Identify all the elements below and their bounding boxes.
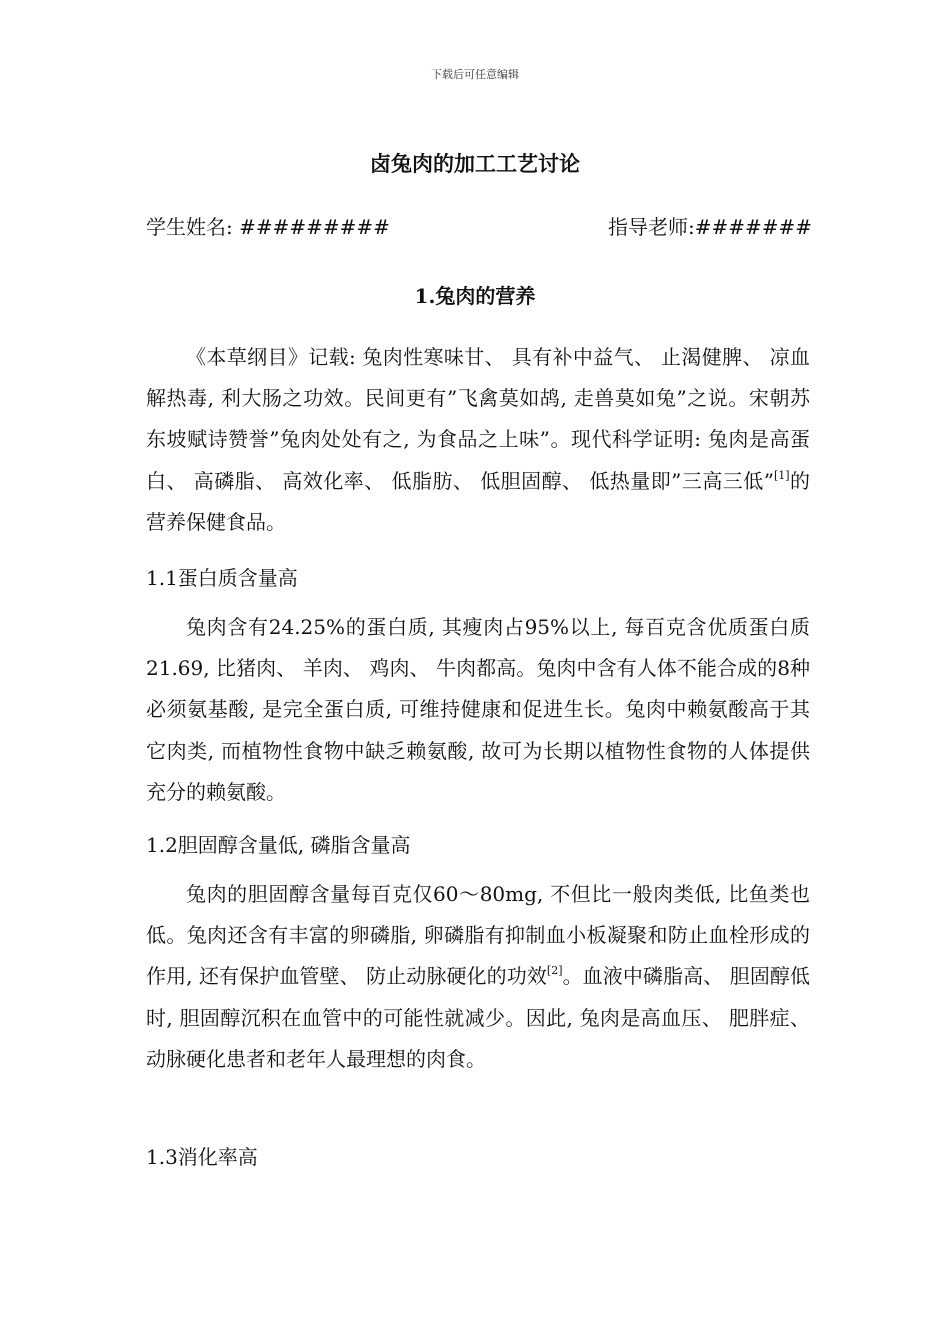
student-name: 学生姓名: ######### [146,215,390,239]
advisor-name: 指导老师:####### [608,215,813,239]
intro-paragraph [146,337,810,543]
subheading-digestibility: 1.3消化率高 [146,1145,258,1169]
intro-paragraph-block [146,337,810,543]
cholesterol-paragraph-block [146,874,810,1080]
protein-paragraph-block [146,607,810,813]
intro-text: 《本草纲目》记载: 兔肉性寒味甘、 具有补中益气、 止渴健脾、 凉血解热毒, 利大肠之功效。民间更有”飞禽莫如鸪, 走兽莫如兔”之说。宋朝苏东坡赋诗赞誉”兔肉处处有之, 为食品之上味”。现代科学证明: 兔肉是高蛋白、 高磷脂、 高效化率、 低脂肪、 低胆固醇、 低热量即”三高三低” [146,345,810,493]
cholesterol-text: 兔肉的胆固醇含量每百克仅60～80mg, 不但比一般肉类低, 比鱼类也低。兔肉还含有丰富的卵磷脂, 卵磷脂有抑制血小板凝聚和防止血栓形成的作用, 还有保护血管壁、 防止动脉硬化的功效 [146,882,810,989]
citation-ref-2: [2] [546,964,563,978]
subheading-cholesterol: 1.2胆固醇含量低, 磷脂含量高 [146,833,411,857]
document-title: 卤兔肉的加工工艺讨论 [370,151,580,176]
citation-ref-1: [1] [773,468,790,482]
page-header-note: 下载后可任意编辑 [431,68,519,81]
section-title-nutrition: 1.兔肉的营养 [414,284,536,308]
intro-text-end: 的营养保健食品。 [146,468,810,534]
cholesterol-text-end: 。血液中磷脂高、 胆固醇低时, 胆固醇沉积在血管中的可能性就减少。因此, 兔肉是高血压、 肥胖症、 动脉硬化患者和老年人最理想的肉食。 [146,964,810,1071]
cholesterol-paragraph [146,874,810,1080]
protein-paragraph: 兔肉含有24.25%的蛋白质, 其瘦肉占95%以上, 每百克含优质蛋白质21.69, 比猪肉、 羊肉、 鸡肉、 牛肉都高。兔肉中含有人体不能合成的8种必须氨基酸, 是完全蛋白质, 可维持健康和促进生长。兔肉中赖氨酸高于其它肉类, 而植物性食物中缺乏赖氨酸, 故可为长期以植物性食物的人体提供充分的赖氨酸。 [146,615,810,804]
subheading-protein: 1.1蛋白质含量高 [146,566,298,590]
